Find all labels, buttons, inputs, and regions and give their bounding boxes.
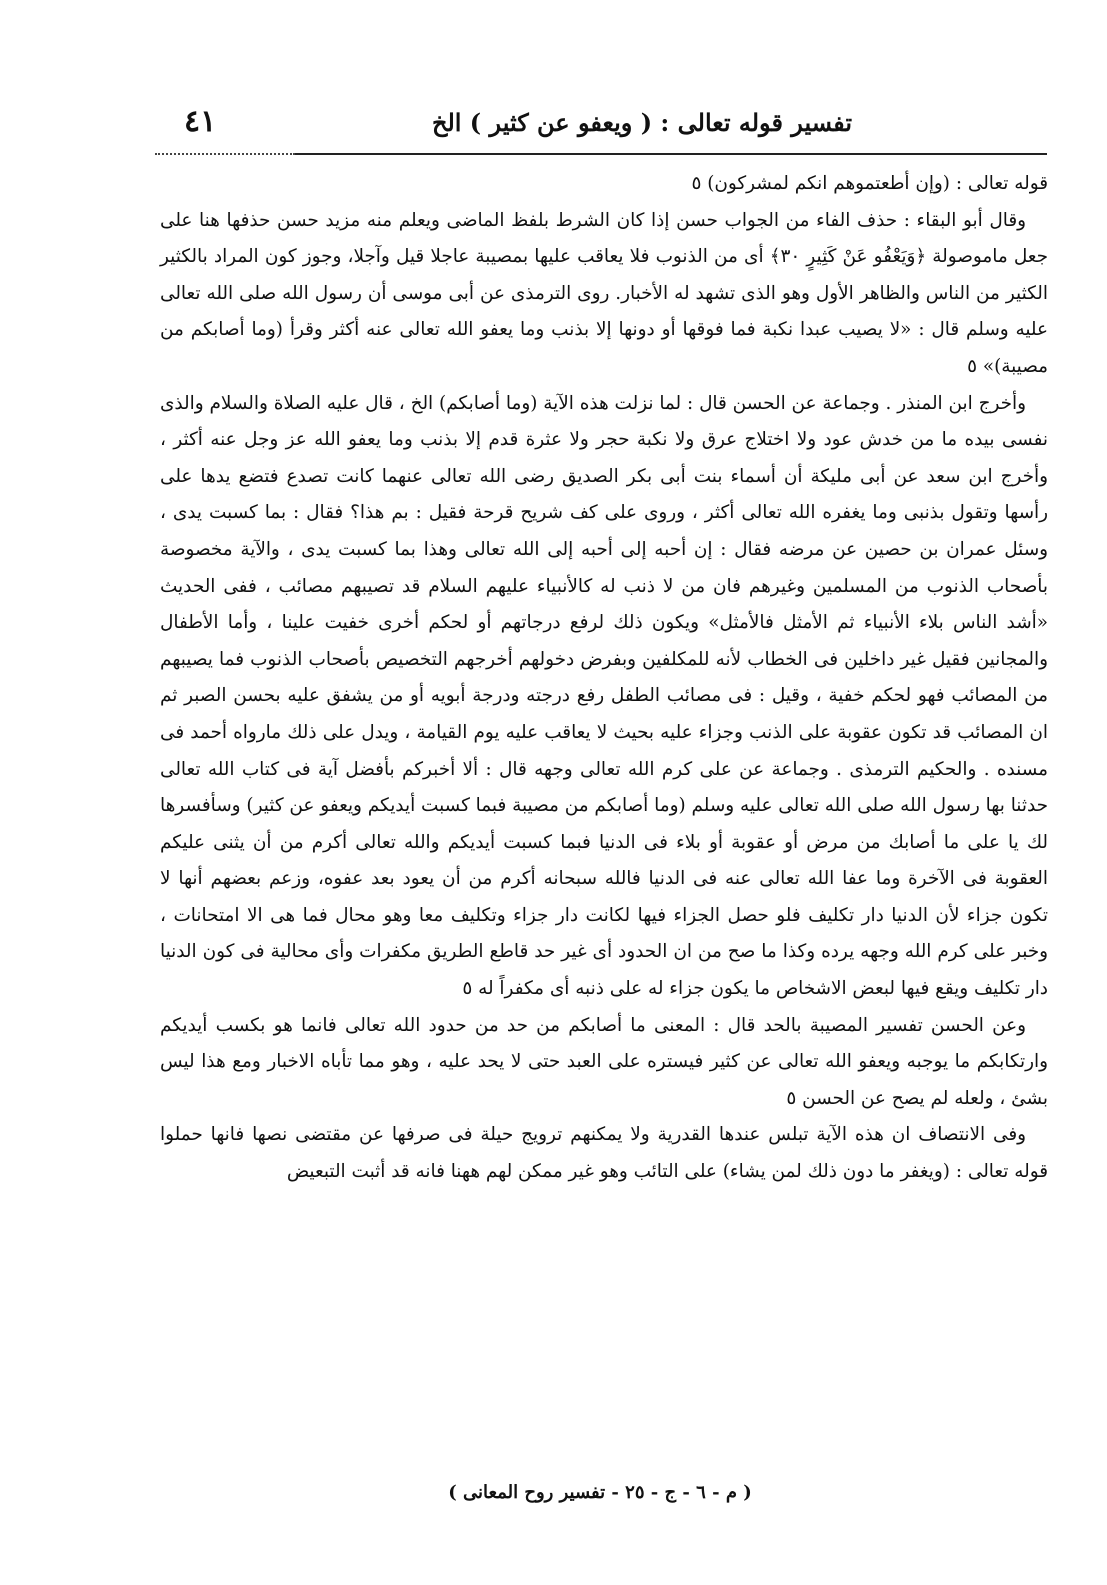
page-footer: ( م - ٦ - ج - ٢٥ - تفسير روح المعانى ) (448, 1482, 752, 1503)
paragraph: وقال أبو البقاء : حذف الفاء من الجواب حسن إذا كان الشرط بلفظ الماضى ويعلم منه مزيد حسن حذفها هنا على جعل ماموصولة ﴿وَيَعْفُو عَنْ كَثِيرٍ ٣٠﴾ أى من الذنوب فلا يعاقب عليها بمصيبة عاجلا قيل وآجلا، وجوز كون المراد بالكثير الكثير من الناس والظاهر الأول وهو الذى تشهد له الأخبار. روى الترمذى عن أبى موسى أن رسول الله صلى الله تعالى عليه وسلم قال : «لا يصيب عبدا نكبة فما فوقها أو دونها إلا بذنب وما يعفو الله تعالى عنه أكثر وقرأ (وما أصابكم من مصيبة)» ٥ (160, 209, 1048, 377)
header-rule-dotted (155, 153, 295, 155)
running-title: تفسير قوله تعالى : ( ويعفو عن كثير ) الخ (431, 108, 852, 137)
paragraph: وفى الانتصاف ان هذه الآية تبلس عندها القدرية ولا يمكنهم ترويج حيلة فى صرفها عن مقتضى نصها فانها حملوا قوله تعالى : (ويغفر ما دون ذلك لمن يشاء) على التائب وهو غير ممكن لهم ههنا فانه قد أثبت التبعيض (160, 1124, 1048, 1183)
paragraph: وعن الحسن تفسير المصيبة بالحد قال : المعنى ما أصابكم من حد من حدود الله تعالى فانما هو بكسب أيديكم وارتكابكم ما يوجبه ويعفو الله تعالى عن كثير فيستره على العبد حتى لا يحد عليه ، وهو مما تأباه الاخبار ومع هذا ليس بشئ ، ولعله لم يصح عن الحسن ٥ (160, 1014, 1048, 1109)
page-number: ٤١ (184, 104, 217, 139)
paragraph: وأخرج ابن المنذر . وجماعة عن الحسن قال : لما نزلت هذه الآية (وما أصابكم) الخ ، قال عليه الصلاة والسلام والذى نفسى بيده ما من خدش عود ولا اختلاج عرق ولا نكبة حجر ولا عثرة قدم إلا بذنب وما يعفو الله عز وجل عنه أكثر ، وأخرج ابن سعد عن أبى مليكة أن أسماء بنت أبى بكر الصديق رضى الله تعالى عنهما كانت تصدع فتضع يدها على رأسها وتقول بذنبى وما يغفره الله تعالى أكثر ، وروى على كف شريح قرحة فقيل : بم هذا؟ فقال : بما كسبت يدى ، وسئل عمران بن حصين عن مرضه فقال : إن أحبه إلى أحبه إلى الله تعالى وهذا بما كسبت يدى ، والآية مخصوصة بأصحاب الذنوب من المسلمين وغيرهم فان من لا ذنب له كالأنبياء عليهم السلام قد تصيبهم مصائب ، ففى الحديث «أشد الناس بلاء الأنبياء ثم الأمثل فالأمثل» ويكون ذلك لرفع درجاتهم أو لحكم أخرى خفيت علينا ، وأما الأطفال والمجانين فقيل غير داخلين فى الخطاب لأنه للمكلفين وبفرض دخولهم أخرجهم التخصيص بأصحاب الذنوب فما يصيبهم من المصائب فهو لحكم خفية ، وقيل : فى مصائب الطفل رفع درجته ودرجة أبويه أو من يشفق عليه بحسن الصبر ثم ان المصائب قد تكون عقوبة على الذنب وجزاء عليه بحيث لا يعاقب عليه يوم القيامة ، ويدل على ذلك مارواه أحمد فى مسنده . والحكيم الترمذى . وجماعة عن على كرم الله تعالى وجهه قال : ألا أخبركم بأفضل آية فى كتاب الله تعالى حدثنا بها رسول الله صلى الله تعالى عليه وسلم (وما أصابكم من مصيبة فبما كسبت أيديكم ويعفو عن كثير) وسأفسرها لك يا على ما أصابك من مرض أو عقوبة أو بلاء فى الدنيا فبما كسبت أيديكم والله تعالى أكرم من أن يثنى عليكم العقوبة فى الآخرة وما عفا الله تعالى عنه فى الدنيا فالله سبحانه أكرم من أن يعود بعد عفوه، وزعم بعضهم أنها لا تكون جزاء لأن الدنيا دار تكليف فلو حصل الجزاء فيها لكانت دار جزاء وتكليف معا وهو محال فما هى الا امتحانات ، وخبر على كرم الله وجهه يرده وكذا ما صح من ان الحدود أى غير حد قاطع الطريق مكفرات وأى محالية فى كون الدنيا دار تكليف ويقع فيها لبعض الاشخاص ما يكون جزاء له على ذنبه أى مكفراً له ٥ (160, 392, 1048, 1000)
paragraph: قوله تعالى : (وإن أطعتموهم انكم لمشركون) ٥ (691, 173, 1048, 194)
page-header (152, 104, 1042, 150)
header-rule (295, 153, 1047, 155)
body-text (160, 166, 1048, 1191)
